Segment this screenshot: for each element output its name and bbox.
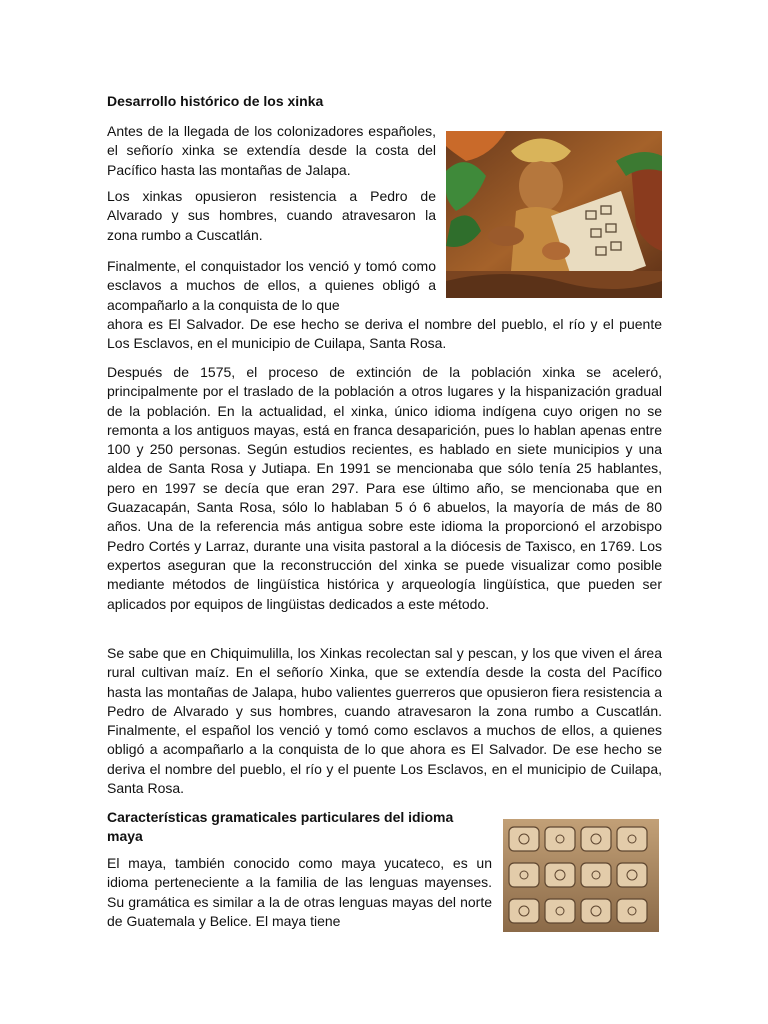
mural-illustration bbox=[446, 131, 662, 298]
paragraph: El maya, también conocido como maya yucateco, es un idioma perteneciente a la familia de las lenguas mayenses. Su gramática es similar a la de otras lenguas mayas del norte de Guatemala y Belice. El maya tiene bbox=[107, 855, 492, 929]
section-title: Desarrollo histórico de los xinka bbox=[107, 93, 324, 109]
paragraph: Se sabe que en Chiquimulilla, los Xinkas recolectan sal y pescan, y los que viven el área rural cultivan maíz. En el señorío Xinka, que se extendía desde la costa del Pacífico hasta las montañas de Jalapa, hubo valientes guerreros que opusieron fiera resistencia a Pedro de Alvarado y sus hombres, cuando atravesaron la zona rumbo a Cuscatlán. Finalmente, el español los venció y tomó como esclavos a muchos de ellos, a quienes obligó a acompañarlo a la conquista de lo que ahora es El Salvador. De ese hecho se deriva el nombre del pueblo, el río y el puente Los Esclavos, en el municipio de Cuilapa, Santa Rosa. bbox=[107, 645, 662, 797]
maya-glyphs-illustration bbox=[503, 819, 659, 932]
paragraph: Los xinkas opusieron resistencia a Pedro de Alvarado y sus hombres, cuando atravesaron la zona rumbo a Cuscatlán. bbox=[107, 188, 436, 243]
paragraph: ahora es El Salvador. De ese hecho se deriva el nombre del pueblo, el río y el puente Los Esclavos, en el municipio de Cuilapa, Santa Rosa. bbox=[107, 316, 662, 352]
paragraph: Antes de la llegada de los colonizadores españoles, el señorío xinka se extendía desde la costa del Pacífico hasta las montañas de Jalapa. bbox=[107, 123, 436, 178]
section-title: Características gramaticales particulares del idioma maya bbox=[107, 809, 454, 844]
paragraph: Finalmente, el conquistador los venció y tomó como esclavos a muchos de ellos, a quienes obligó a acompañarlo a la conquista de lo que bbox=[107, 258, 436, 313]
paragraph: Después de 1575, el proceso de extinción de la población xinka se aceleró, principalmente por el traslado de la población a otros lugares y la hispanización gradual de la población. En la actualidad, el xinka, único idioma indígena cuyo origen no se remonta a los antiguos mayas, está en franca desaparición, pues lo hablan apenas entre 100 y 250 personas. Según estudios recientes, es hablado en siete municipios y una aldea de Santa Rosa y Jutiapa. En 1991 se mencionaba que sólo tenía 25 hablantes, pero en 1997 se decía que eran 297. Para ese último año, se mencionaba que en Guazacapán, Santa Rosa, sólo lo hablaban 5 ó 6 abuelos, la mayoría de más de 80 años. Una de la referencia más antigua sobre este idioma la proporcionó el arzobispo Pedro Cortés y Larraz, durante una visita pastoral a la diócesis de Taxisco, en 1769. Los expertos aseguran que la reconstrucción del xinka se puede visualizar como posible mediante métodos de lingüística histórica y arqueología lingüística, que pueden ser aplicados por equipos de lingüistas dedicados a este método. bbox=[107, 364, 662, 612]
